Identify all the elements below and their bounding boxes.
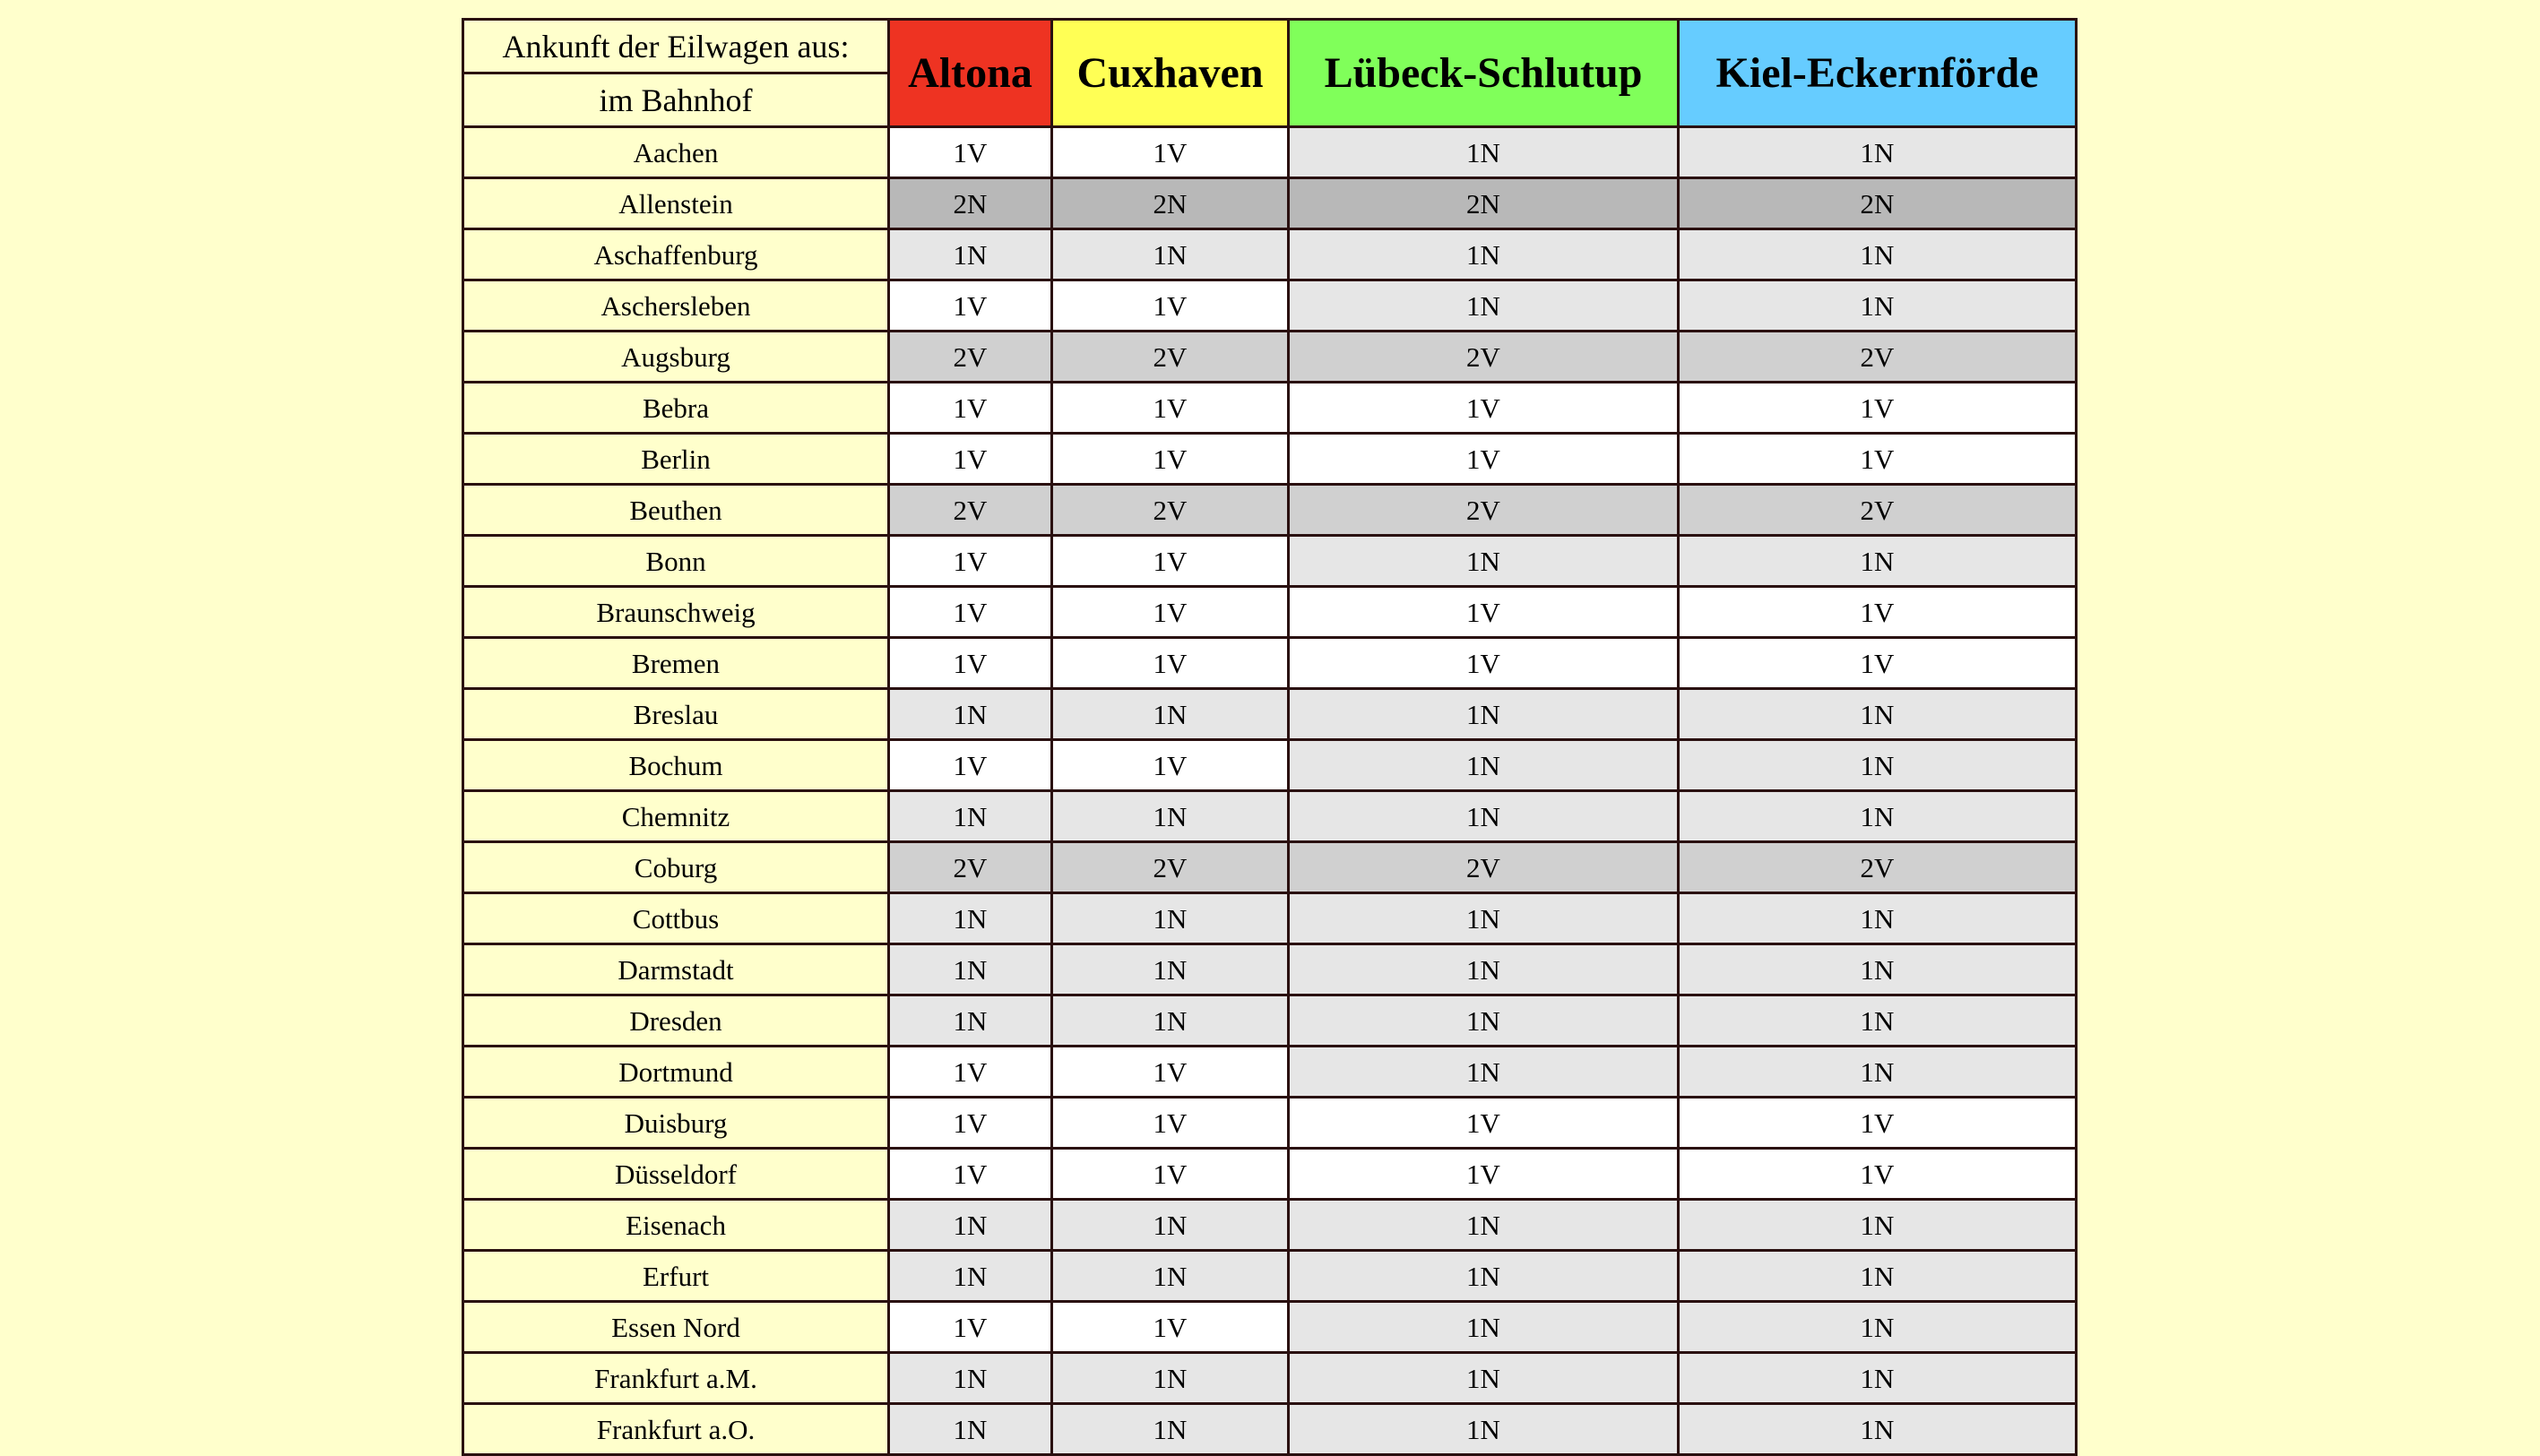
- schedule-value-cell: 1N: [1052, 944, 1289, 995]
- schedule-value-cell: 1N: [889, 1404, 1052, 1455]
- schedule-value-cell: 1V: [1052, 638, 1289, 689]
- schedule-value-cell: 1V: [1052, 587, 1289, 638]
- schedule-value-cell: 1N: [889, 893, 1052, 944]
- corner-header-line2: im Bahnhof: [463, 73, 889, 127]
- table-row: [463, 791, 2077, 842]
- schedule-value-cell: 1N: [889, 229, 1052, 280]
- schedule-value-cell: 1V: [1052, 127, 1289, 178]
- schedule-value-cell: 1N: [1679, 791, 2077, 842]
- table-row: [463, 1047, 2077, 1098]
- schedule-value-cell: 1N: [1052, 1200, 1289, 1251]
- schedule-value-cell: 1N: [1052, 689, 1289, 740]
- station-name-cell: Erfurt: [463, 1251, 889, 1302]
- schedule-value-cell: 1V: [1679, 383, 2077, 434]
- schedule-value-cell: 1V: [1289, 383, 1679, 434]
- station-name-cell: Dortmund: [463, 1047, 889, 1098]
- schedule-value-cell: 1N: [1679, 1047, 2077, 1098]
- station-name-cell: Frankfurt a.O.: [463, 1404, 889, 1455]
- schedule-value-cell: 1N: [1289, 127, 1679, 178]
- table-row: [463, 1353, 2077, 1404]
- station-name-cell: Breslau: [463, 689, 889, 740]
- table-row: [463, 893, 2077, 944]
- schedule-value-cell: 1N: [889, 689, 1052, 740]
- station-name-cell: Braunschweig: [463, 587, 889, 638]
- schedule-value-cell: 1N: [1052, 791, 1289, 842]
- schedule-value-cell: 2V: [889, 842, 1052, 893]
- schedule-value-cell: 1V: [1289, 434, 1679, 485]
- schedule-value-cell: 1N: [1052, 995, 1289, 1047]
- schedule-value-cell: 1N: [1679, 536, 2077, 587]
- schedule-value-cell: 2V: [889, 485, 1052, 536]
- schedule-value-cell: 2V: [889, 332, 1052, 383]
- schedule-value-cell: 1N: [1289, 1251, 1679, 1302]
- destination-header-luebeck-schlutup: Lübeck-Schlutup: [1289, 20, 1679, 127]
- schedule-value-cell: 1N: [1052, 1404, 1289, 1455]
- schedule-value-cell: 1N: [1679, 1404, 2077, 1455]
- schedule-value-cell: 1N: [1289, 944, 1679, 995]
- station-name-cell: Düsseldorf: [463, 1149, 889, 1200]
- table-row: [463, 127, 2077, 178]
- schedule-value-cell: 1N: [1679, 944, 2077, 995]
- schedule-value-cell: 1V: [1289, 1098, 1679, 1149]
- table-row: [463, 1149, 2077, 1200]
- schedule-value-cell: 1V: [1289, 587, 1679, 638]
- schedule-value-cell: 1N: [1679, 1353, 2077, 1404]
- schedule-value-cell: 1V: [889, 740, 1052, 791]
- schedule-value-cell: 1V: [889, 383, 1052, 434]
- destination-header-kiel-eckernfoerde: Kiel-Eckernförde: [1679, 20, 2077, 127]
- schedule-value-cell: 1V: [889, 638, 1052, 689]
- schedule-value-cell: 1N: [1289, 1200, 1679, 1251]
- destination-header-cuxhaven: Cuxhaven: [1052, 20, 1289, 127]
- station-name-cell: Beuthen: [463, 485, 889, 536]
- schedule-value-cell: 1V: [889, 587, 1052, 638]
- station-name-cell: Bremen: [463, 638, 889, 689]
- table-row: [463, 178, 2077, 229]
- schedule-value-cell: 1N: [889, 791, 1052, 842]
- schedule-value-cell: 1N: [1679, 893, 2077, 944]
- station-name-cell: Eisenach: [463, 1200, 889, 1251]
- table-row: [463, 1200, 2077, 1251]
- table-row: [463, 332, 2077, 383]
- schedule-value-cell: 1N: [889, 1200, 1052, 1251]
- schedule-value-cell: 1V: [1052, 1098, 1289, 1149]
- schedule-value-cell: 1N: [1289, 280, 1679, 332]
- schedule-table-body: [463, 20, 2077, 1455]
- schedule-value-cell: 1V: [1052, 536, 1289, 587]
- corner-header-line1: Ankunft der Eilwagen aus:: [463, 20, 889, 73]
- schedule-value-cell: 1V: [889, 1047, 1052, 1098]
- station-name-cell: Darmstadt: [463, 944, 889, 995]
- schedule-value-cell: 1V: [889, 280, 1052, 332]
- table-row: [463, 995, 2077, 1047]
- station-name-cell: Bonn: [463, 536, 889, 587]
- destination-header-altona: Altona: [889, 20, 1052, 127]
- schedule-value-cell: 2V: [1679, 842, 2077, 893]
- table-row: [463, 638, 2077, 689]
- schedule-value-cell: 1N: [889, 944, 1052, 995]
- schedule-value-cell: 1V: [889, 127, 1052, 178]
- schedule-value-cell: 1N: [1679, 1302, 2077, 1353]
- schedule-value-cell: 1N: [1289, 791, 1679, 842]
- table-row: [463, 1098, 2077, 1149]
- schedule-value-cell: 1V: [1052, 1047, 1289, 1098]
- table-row: [463, 434, 2077, 485]
- schedule-value-cell: 1N: [1679, 127, 2077, 178]
- schedule-value-cell: 1N: [1679, 229, 2077, 280]
- schedule-value-cell: 1V: [1052, 280, 1289, 332]
- schedule-value-cell: 1V: [1679, 1098, 2077, 1149]
- schedule-value-cell: 1N: [1289, 229, 1679, 280]
- station-name-cell: Allenstein: [463, 178, 889, 229]
- table-row: [463, 842, 2077, 893]
- schedule-value-cell: 1V: [889, 1149, 1052, 1200]
- schedule-value-cell: 2N: [1052, 178, 1289, 229]
- table-row: [463, 485, 2077, 536]
- schedule-value-cell: 2V: [1679, 485, 2077, 536]
- schedule-value-cell: 1N: [1289, 689, 1679, 740]
- schedule-value-cell: 1V: [889, 434, 1052, 485]
- station-name-cell: Bochum: [463, 740, 889, 791]
- schedule-value-cell: 1N: [1289, 1302, 1679, 1353]
- table-row: [463, 1404, 2077, 1455]
- station-name-cell: Bebra: [463, 383, 889, 434]
- schedule-value-cell: 1V: [1289, 1149, 1679, 1200]
- station-name-cell: Aschaffenburg: [463, 229, 889, 280]
- schedule-value-cell: 2V: [1679, 332, 2077, 383]
- schedule-value-cell: 1N: [1289, 740, 1679, 791]
- table-row: [463, 740, 2077, 791]
- schedule-value-cell: 1V: [1052, 434, 1289, 485]
- schedule-value-cell: 1V: [889, 536, 1052, 587]
- schedule-value-cell: 2V: [1289, 842, 1679, 893]
- schedule-value-cell: 1N: [1289, 995, 1679, 1047]
- schedule-value-cell: 1N: [1289, 893, 1679, 944]
- schedule-value-cell: 1V: [889, 1098, 1052, 1149]
- schedule-value-cell: 1N: [889, 1251, 1052, 1302]
- station-name-cell: Berlin: [463, 434, 889, 485]
- schedule-value-cell: 1V: [1679, 434, 2077, 485]
- schedule-value-cell: 2V: [1289, 332, 1679, 383]
- schedule-value-cell: 1V: [1679, 1149, 2077, 1200]
- table-row: [463, 689, 2077, 740]
- station-name-cell: Dresden: [463, 995, 889, 1047]
- schedule-value-cell: 1V: [1679, 638, 2077, 689]
- table-row: [463, 280, 2077, 332]
- schedule-value-cell: 1V: [1052, 1149, 1289, 1200]
- schedule-value-cell: 1N: [1289, 536, 1679, 587]
- schedule-value-cell: 1N: [1289, 1353, 1679, 1404]
- table-row: [463, 536, 2077, 587]
- table-row: [463, 1251, 2077, 1302]
- station-name-cell: Aachen: [463, 127, 889, 178]
- schedule-value-cell: 2V: [1289, 485, 1679, 536]
- station-name-cell: Essen Nord: [463, 1302, 889, 1353]
- station-name-cell: Aschersleben: [463, 280, 889, 332]
- schedule-value-cell: 1N: [1679, 689, 2077, 740]
- schedule-value-cell: 1V: [1679, 587, 2077, 638]
- schedule-value-cell: 1N: [1052, 229, 1289, 280]
- schedule-value-cell: 2N: [1289, 178, 1679, 229]
- station-name-cell: Chemnitz: [463, 791, 889, 842]
- arrival-schedule-table: [462, 18, 2078, 1456]
- header-row-1: [463, 20, 2077, 73]
- schedule-value-cell: 1N: [1679, 740, 2077, 791]
- schedule-value-cell: 2V: [1052, 332, 1289, 383]
- table-row: [463, 1302, 2077, 1353]
- schedule-value-cell: 2V: [1052, 842, 1289, 893]
- schedule-value-cell: 1N: [889, 995, 1052, 1047]
- schedule-value-cell: 2V: [1052, 485, 1289, 536]
- schedule-value-cell: 1N: [1052, 1251, 1289, 1302]
- schedule-value-cell: 1N: [1679, 995, 2077, 1047]
- station-name-cell: Augsburg: [463, 332, 889, 383]
- schedule-value-cell: 1N: [1289, 1047, 1679, 1098]
- station-name-cell: Cottbus: [463, 893, 889, 944]
- station-name-cell: Frankfurt a.M.: [463, 1353, 889, 1404]
- schedule-value-cell: 1N: [1289, 1404, 1679, 1455]
- schedule-value-cell: 1N: [1679, 280, 2077, 332]
- schedule-value-cell: 1N: [1679, 1251, 2077, 1302]
- schedule-value-cell: 1V: [889, 1302, 1052, 1353]
- schedule-value-cell: 1N: [1052, 893, 1289, 944]
- schedule-value-cell: 1V: [1052, 740, 1289, 791]
- table-row: [463, 944, 2077, 995]
- schedule-value-cell: 1N: [1679, 1200, 2077, 1251]
- schedule-value-cell: 1N: [889, 1353, 1052, 1404]
- schedule-value-cell: 2N: [1679, 178, 2077, 229]
- station-name-cell: Duisburg: [463, 1098, 889, 1149]
- schedule-value-cell: 1V: [1052, 1302, 1289, 1353]
- schedule-value-cell: 1N: [1052, 1353, 1289, 1404]
- table-row: [463, 587, 2077, 638]
- table-row: [463, 383, 2077, 434]
- schedule-value-cell: 1V: [1052, 383, 1289, 434]
- schedule-value-cell: 2N: [889, 178, 1052, 229]
- station-name-cell: Coburg: [463, 842, 889, 893]
- schedule-value-cell: 1V: [1289, 638, 1679, 689]
- table-row: [463, 229, 2077, 280]
